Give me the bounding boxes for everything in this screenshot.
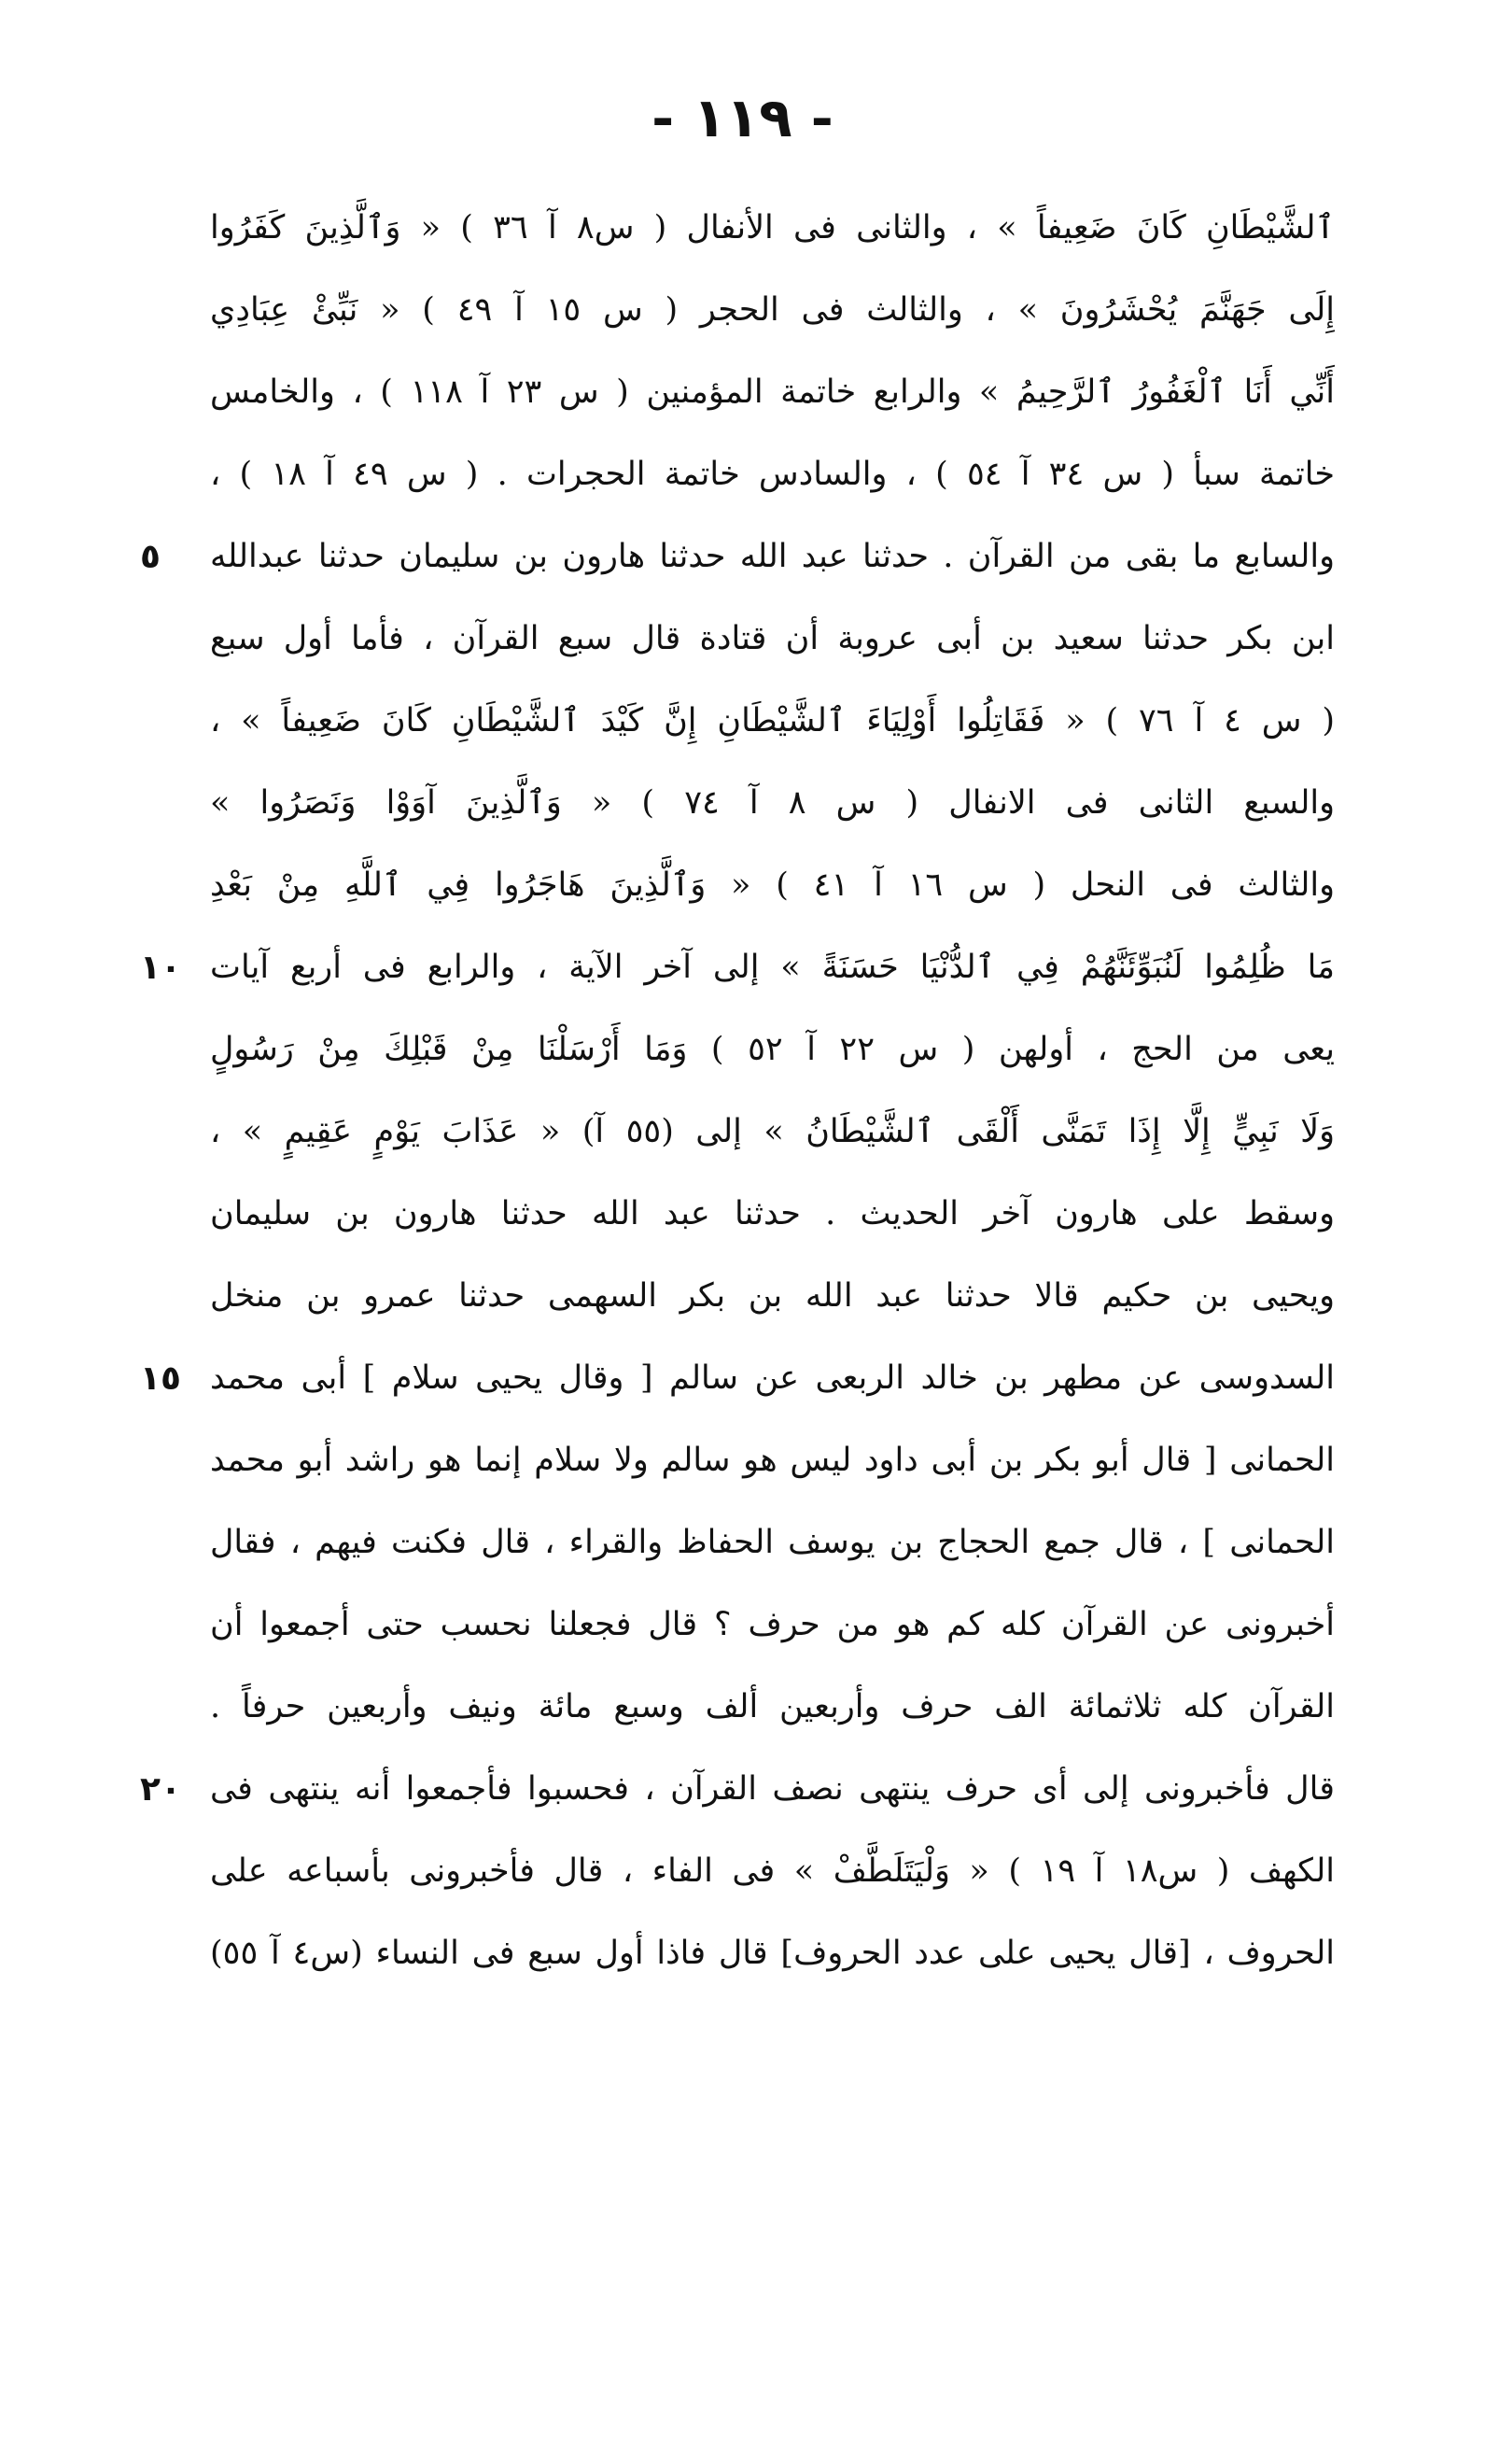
text-line-12 (210, 1091, 1335, 1173)
text-line-1-content: ٱلشَّيْطَانِ كَانَ ضَعِيفاً » ، والثانى فى الأنفال ( س٨ آ ٣٦ ) « وَٱلَّذِينَ كَفَرُوا (210, 209, 1335, 246)
text-line-17-content: الحمانى ] ، قال جمع الحجاج بن يوسف الحفاظ والقراء ، قال فكنت فيهم ، فقال (210, 1524, 1335, 1561)
text-line-11-content: يعى من الحج ، أولهن ( س ٢٢ آ ٥٢ ) وَمَا أَرْسَلْنَا مِنْ قَبْلِكَ مِنْ رَسُولٍ (210, 1031, 1335, 1068)
text-line-14-content: ويحيى بن حكيم قالا حدثنا عبد الله بن بكر السهمى حدثنا عمرو بن منخل (210, 1277, 1335, 1315)
text-line-1 (210, 187, 1335, 269)
text-line-9-content: والثالث فى النحل ( س ١٦ آ ٤١ ) « وَٱلَّذِينَ هَاجَرُوا فِي ٱللَّهِ مِنْ بَعْدِ (210, 866, 1335, 904)
text-line-16-content: الحمانى [ قال أبو بكر بن أبى داود ليس هو سالم ولا سلام إنما هو راشد أبو محمد (210, 1442, 1335, 1479)
text-line-17 (210, 1501, 1335, 1584)
text-line-6-content: ابن بكر حدثنا سعيد بن أبى عروبة أن قتادة قال سبع القرآن ، فأما أول سبع (210, 620, 1335, 657)
text-line-14 (210, 1255, 1335, 1337)
text-line-6 (210, 598, 1335, 680)
margin-line-number-20: ٢٠ (140, 1769, 181, 1809)
text-line-4-content: خاتمة سبأ ( س ٣٤ آ ٥٤ ) ، والسادس خاتمة الحجرات . ( س ٤٩ آ ١٨ ) ، (210, 456, 1335, 493)
text-line-2 (210, 269, 1335, 351)
text-line-16 (210, 1419, 1335, 1501)
text-line-22-content: الحروف ، [قال يحيى على عدد الحروف] قال فاذا أول سبع فى النساء (س٤ آ ٥٥) (210, 1935, 1335, 1972)
text-line-10-content: مَا ظُلِمُوا لَنُبَوِّئَنَّهُمْ فِي ٱلدُّنْيَا حَسَنَةً » إلى آخر الآية ، والرابع فى أربع آيات (210, 949, 1335, 986)
text-line-9 (210, 844, 1335, 926)
text-line-3 (210, 351, 1335, 433)
page-number: - ١١٩ - (651, 86, 834, 149)
text-line-12-content: وَلَا نَبِيٍّ إِلَّا إِذَا تَمَنَّى أَلْقَى ٱلشَّيْطَانُ » إلى (٥٥ آ) « عَذَابَ يَوْمٍ عَقِيمٍ » ، (210, 1113, 1335, 1150)
arabic-text-block (210, 187, 1335, 1994)
text-line-13-content: وسقط على هارون آخر الحديث . حدثنا عبد الله حدثنا هارون بن سليمان (210, 1195, 1335, 1232)
text-line-19-content: القرآن كله ثلاثمائة الف حرف وأربعين ألف وسبع مائة ونيف وأربعين حرفاً . (210, 1688, 1335, 1725)
text-line-15-content: السدوسى عن مطهر بن خالد الربعى عن سالم [ وقال يحيى سلام ] أبى محمد (210, 1359, 1335, 1397)
text-line-20-content: قال فأخبرونى إلى أى حرف ينتهى نصف القرآن ، فحسبوا فأجمعوا أنه ينتهى فى (210, 1770, 1335, 1808)
text-line-2-content: إِلَى جَهَنَّمَ يُحْشَرُونَ » ، والثالث فى الحجر ( س ١٥ آ ٤٩ ) « نَبِّئْ عِبَادِي (210, 291, 1335, 329)
text-line-19 (210, 1666, 1335, 1748)
text-line-8 (210, 762, 1335, 844)
text-line-10 (210, 926, 1335, 1008)
text-line-21-content: الكهف ( س١٨ آ ١٩ ) « وَلْيَتَلَطَّفْ » فى الفاء ، قال فأخبرونى بأسباعه على (210, 1852, 1335, 1890)
text-line-22 (210, 1912, 1335, 1994)
text-line-5 (210, 515, 1335, 598)
text-line-11 (210, 1008, 1335, 1091)
margin-line-number-15: ١٥ (140, 1359, 181, 1398)
text-line-3-content: أَنِّي أَنَا ٱلْغَفُورُ ٱلرَّحِيمُ » والرابع خاتمة المؤمنين ( س ٢٣ آ ١١٨ ) ، والخامس (210, 373, 1335, 411)
text-line-13 (210, 1173, 1335, 1255)
text-line-20 (210, 1748, 1335, 1830)
text-line-8-content: والسبع الثانى فى الانفال ( س ٨ آ ٧٤ ) « وَٱلَّذِينَ آوَوْا وَنَصَرُوا » (210, 784, 1335, 822)
text-line-21 (210, 1830, 1335, 1912)
text-line-15 (210, 1337, 1335, 1419)
margin-line-number-5: ٥ (140, 537, 161, 576)
text-line-7 (210, 680, 1335, 762)
text-line-5-content: والسابع ما بقى من القرآن . حدثنا عبد الله حدثنا هارون بن سليمان حدثنا عبدالله (210, 538, 1335, 575)
text-line-7-content: ( س ٤ آ ٧٦ ) « فَقَاتِلُوا أَوْلِيَاءَ ٱلشَّيْطَانِ إِنَّ كَيْدَ ٱلشَّيْطَانِ كَانَ ضَعِيفاً » ، (210, 702, 1335, 739)
text-line-18 (210, 1584, 1335, 1666)
margin-line-number-10: ١٠ (140, 948, 181, 987)
text-line-18-content: أخبرونى عن القرآن كله كم هو من حرف ؟ قال فجعلنا نحسب حتى أجمعوا أن (210, 1606, 1335, 1643)
text-line-4 (210, 433, 1335, 515)
